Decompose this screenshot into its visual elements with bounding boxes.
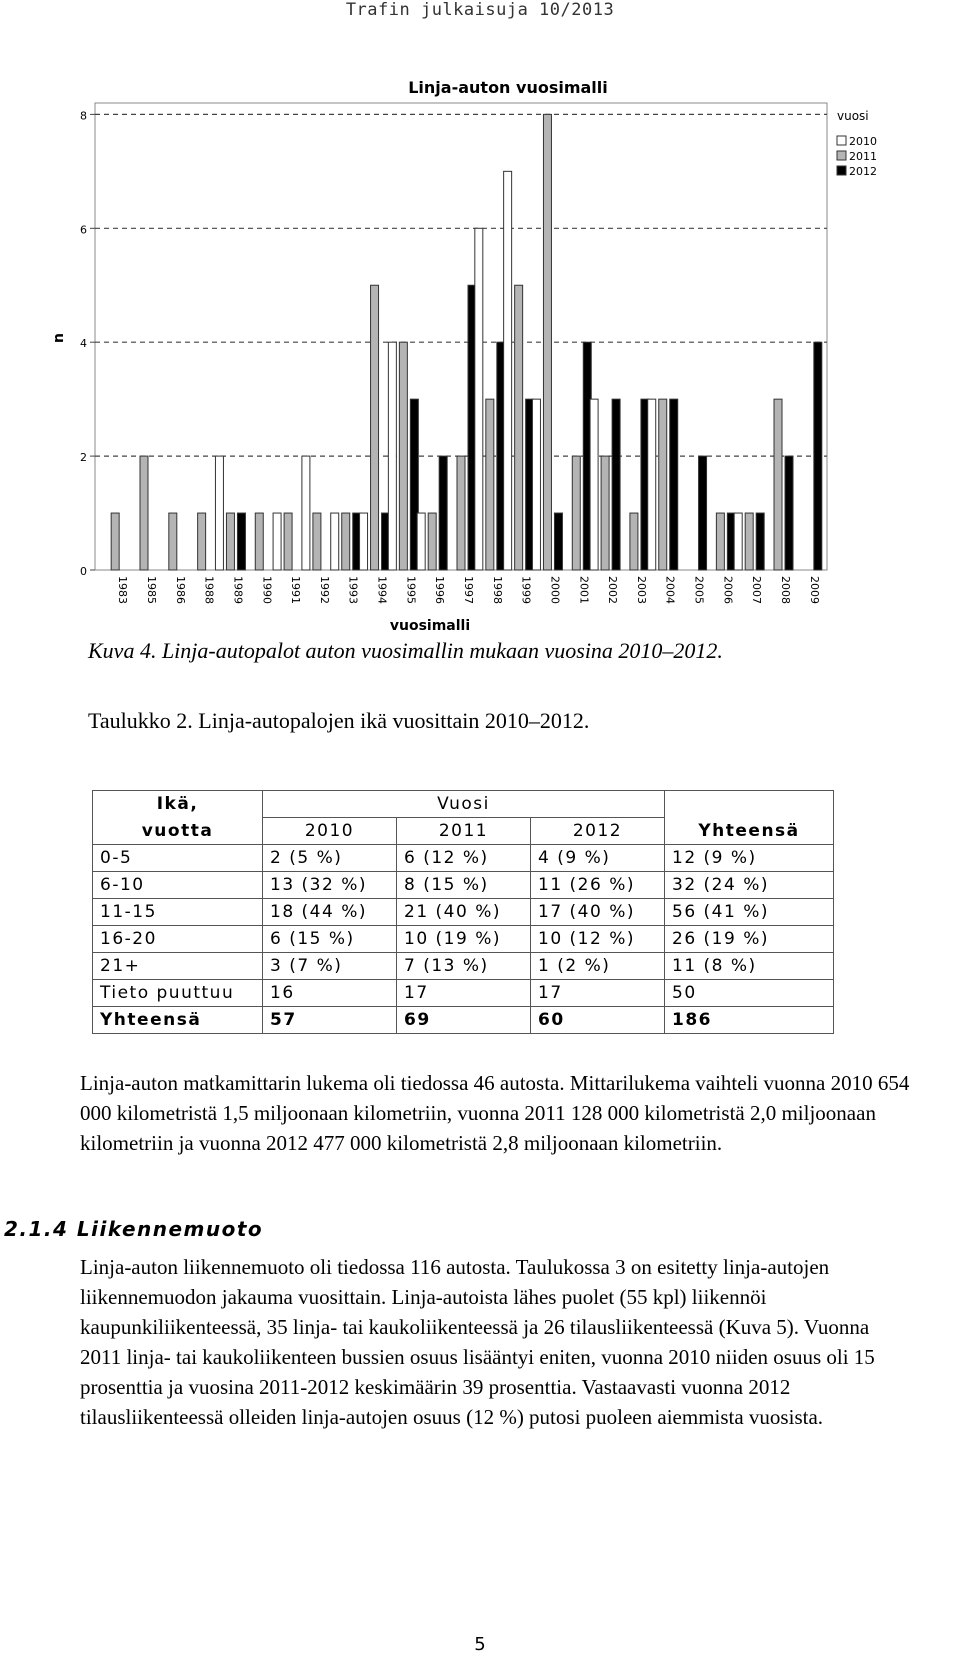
table-cell: 26 (19 %)	[665, 926, 834, 953]
bar-2010-2007	[734, 513, 742, 570]
table-cell: 32 (24 %)	[665, 872, 834, 899]
bar-2011-1997	[457, 456, 465, 570]
bar-2011-1995	[399, 342, 407, 570]
table-cell: 17	[397, 980, 531, 1007]
legend-label: 2011	[849, 150, 877, 163]
row-label: 11-15	[93, 899, 263, 926]
legend-swatch	[837, 166, 846, 175]
x-tick-label: 2003	[634, 576, 648, 604]
bar-2011-2002	[601, 456, 609, 570]
table-cell: 50	[665, 980, 834, 1007]
bar-2010-1993	[331, 513, 339, 570]
running-head: Trafin julkaisuja 10/2013	[345, 0, 615, 20]
table-cell: 56 (41 %)	[665, 899, 834, 926]
y-tick-label: 4	[80, 337, 87, 351]
bar-2010-1995	[388, 342, 396, 570]
year-header: 2010	[263, 818, 397, 845]
x-tick-label: 1998	[490, 576, 504, 604]
row-label: 6-10	[93, 872, 263, 899]
table-cell: 57	[263, 1007, 397, 1034]
table-cell: 1 (2 %)	[531, 953, 665, 980]
table-cell: 6 (12 %)	[397, 845, 531, 872]
table-cell: 4 (9 %)	[531, 845, 665, 872]
bar-2010-2002	[590, 399, 598, 570]
bar-2010-1996	[417, 513, 425, 570]
table-cell: 18 (44 %)	[263, 899, 397, 926]
row-label: 0-5	[93, 845, 263, 872]
x-tick-label: 2009	[807, 576, 821, 604]
table-cell: 7 (13 %)	[397, 953, 531, 980]
legend-swatch	[837, 136, 846, 145]
bar-2011-2001	[572, 456, 580, 570]
row-label: Tieto puuttuu	[93, 980, 263, 1007]
year-header: 2011	[397, 818, 531, 845]
legend	[837, 109, 877, 178]
x-tick-label: 1985	[144, 576, 158, 604]
table-cell: 11 (8 %)	[665, 953, 834, 980]
bar-2010-1992	[302, 456, 310, 570]
legend-label: 2012	[849, 165, 877, 178]
bar-2010-1999	[504, 171, 512, 570]
x-tick-label: 1997	[462, 576, 475, 604]
x-tick-label: 2007	[750, 576, 764, 604]
table-cell: 69	[397, 1007, 531, 1034]
total-row-label: Yhteensä	[93, 1007, 263, 1034]
bar-2011-1983	[111, 513, 119, 570]
bar-chart	[45, 78, 905, 668]
y-tick-label: 0	[80, 565, 87, 578]
legend-swatch	[837, 151, 846, 160]
x-tick-label: 2002	[606, 576, 620, 604]
bar-2010-1991	[273, 513, 281, 570]
x-tick-label: 1986	[173, 576, 187, 604]
bar-2011-1993	[342, 513, 350, 570]
table-cell: 60	[531, 1007, 665, 1034]
row-label: 16-20	[93, 926, 263, 953]
figure-caption: Kuva 4. Linja-autopalot auton vuosimallin mukaan vuosina 2010–2012.	[88, 638, 723, 663]
table-row	[93, 953, 834, 980]
bar-2011-1988	[198, 513, 206, 570]
table-cell: 17	[531, 980, 665, 1007]
table-total-row	[93, 1007, 834, 1034]
table-cell: 17 (40 %)	[531, 899, 665, 926]
table-row	[93, 980, 834, 1007]
x-tick-label: 1983	[116, 576, 130, 604]
paragraph-odometer: Linja-auton matkamittarin lukema oli tiedossa 46 autosta. Mittarilukema vaihteli vuonna 2010 654 000 kilometristä 1,5 miljoonaan kilometriin, vuonna 2011 128 000 kilometristä 2,0 miljoonaan kilometriin ja vuonna 2012 477 000 kilometristä 2,8 miljoonaan kilometriin.	[80, 1071, 910, 1155]
bar-2012-2008	[785, 456, 793, 570]
y-tick-label: 6	[80, 223, 87, 237]
x-tick-label: 1996	[433, 576, 447, 604]
table-cell: 21 (40 %)	[397, 899, 531, 926]
x-tick-label: 1990	[260, 576, 274, 604]
x-tick-label: 2001	[577, 576, 591, 604]
table-cell: 3 (7 %)	[263, 953, 397, 980]
bar-2012-2004	[670, 399, 678, 570]
x-tick-label: 1993	[346, 576, 360, 604]
bar-2010-1998	[475, 228, 483, 570]
y-tick-label: 2	[80, 451, 87, 465]
bar-2012-2002	[612, 399, 620, 570]
table-header-row-2	[93, 818, 834, 845]
bar-2011-1990	[255, 513, 263, 570]
bar-2011-1992	[313, 513, 321, 570]
total-header: Yhteensä	[665, 818, 834, 845]
bar-2011-2003	[630, 513, 638, 570]
table-caption: Taulukko 2. Linja-autopalojen ikä vuosittain 2010–2012.	[88, 708, 590, 733]
x-axis-label: vuosimalli	[389, 618, 471, 634]
table-cell: 10 (19 %)	[397, 926, 531, 953]
x-tick-label: 1991	[289, 576, 303, 604]
table-cell: 2 (5 %)	[263, 845, 397, 872]
bar-2012-1989	[237, 513, 245, 570]
bar-2011-2007	[745, 513, 753, 570]
table-cell: 13 (32 %)	[263, 872, 397, 899]
x-tick-label: 1988	[202, 576, 216, 604]
x-tick-label: 2005	[692, 576, 706, 604]
bar-2011-2008	[774, 399, 782, 570]
bar-2012-2000	[554, 513, 562, 570]
bar-2011-1985	[140, 456, 148, 570]
age-header: Ikä,	[93, 791, 263, 818]
x-axis-ticks	[116, 576, 821, 604]
bar-2012-2007	[756, 513, 764, 570]
table-row	[93, 845, 834, 872]
legend-label: 2010	[849, 135, 877, 148]
row-label: 21+	[93, 953, 263, 980]
bar-2011-2004	[659, 399, 667, 570]
bar-2011-1996	[428, 513, 436, 570]
x-tick-label: 1995	[404, 576, 418, 604]
section-heading: 2.1.4 Liikennemuoto	[4, 1217, 264, 1241]
y-axis-ticks	[80, 109, 95, 578]
bar-2012-2005	[699, 456, 707, 570]
table-cell: 10 (12 %)	[531, 926, 665, 953]
bar-2011-1999	[515, 285, 523, 570]
page-number: 5	[474, 1634, 486, 1655]
bar-2010-1994	[360, 513, 368, 570]
bar-2011-1998	[486, 399, 494, 570]
legend-title: vuosi	[837, 109, 869, 123]
bar-2010-1989	[215, 456, 223, 570]
table-row	[93, 926, 834, 953]
year-group-header: Vuosi	[263, 791, 665, 818]
table-cell: 8 (15 %)	[397, 872, 531, 899]
table-row	[93, 899, 834, 926]
bar-2011-2006	[716, 513, 724, 570]
table-cell: 186	[665, 1007, 834, 1034]
bar-2011-1994	[371, 285, 379, 570]
bar-2011-2000	[543, 114, 551, 570]
chart-title: Linja-auton vuosimalli	[408, 78, 608, 97]
bar-2011-1989	[226, 513, 234, 570]
x-tick-label: 2000	[548, 576, 562, 604]
bar-2012-1996	[439, 456, 447, 570]
age-table	[92, 790, 834, 1034]
bar-2011-1991	[284, 513, 292, 570]
table-cell: 12 (9 %)	[665, 845, 834, 872]
bar-2012-2009	[814, 342, 822, 570]
age-header-unit: vuotta	[93, 818, 263, 845]
x-tick-label: 2004	[663, 576, 677, 604]
x-tick-label: 2006	[721, 576, 735, 604]
x-tick-label: 1994	[375, 576, 389, 604]
table-cell: 16	[263, 980, 397, 1007]
y-tick-label: 8	[80, 109, 87, 123]
bar-2010-2004	[648, 399, 656, 570]
y-axis-label: n	[51, 333, 67, 343]
x-tick-label: 1999	[519, 576, 533, 604]
paragraph-traffic-type: Linja-auton liikennemuoto oli tiedossa 116 autosta. Taulukossa 3 on esitetty linja-autojen liikennemuodon jakauma vuosittain. Linja-autoista lähes puolet (55 kpl) liikennöi kaupunkiliikenteessä, 35 linja- tai kaukoliikenteessä ja 26 tilausliikenteessä (Kuva 5). Vuonna 2011 linja- tai kaukoliikenteen bussien osuus lisääntyi eniten, vuonna 2010 niiden osuus oli 15 prosenttia ja vuosina 2011-2012 keskimäärin 39 prosenttia. Vastaavasti vuonna 2012 tilausliikenteessä olleiden linja-autojen osuus (12 %) putosi puoleen aiemmista vuosista.	[80, 1255, 875, 1429]
year-header: 2012	[531, 818, 665, 845]
x-tick-label: 1992	[317, 576, 331, 604]
table-row	[93, 872, 834, 899]
bar-2011-1986	[169, 513, 177, 570]
table-header-row-1	[93, 791, 834, 818]
x-tick-label: 1989	[231, 576, 245, 604]
bar-2010-2000	[532, 399, 540, 570]
x-tick-label: 2008	[779, 576, 793, 604]
table-cell: 11 (26 %)	[531, 872, 665, 899]
table-cell: 6 (15 %)	[263, 926, 397, 953]
gridlines	[95, 114, 827, 456]
